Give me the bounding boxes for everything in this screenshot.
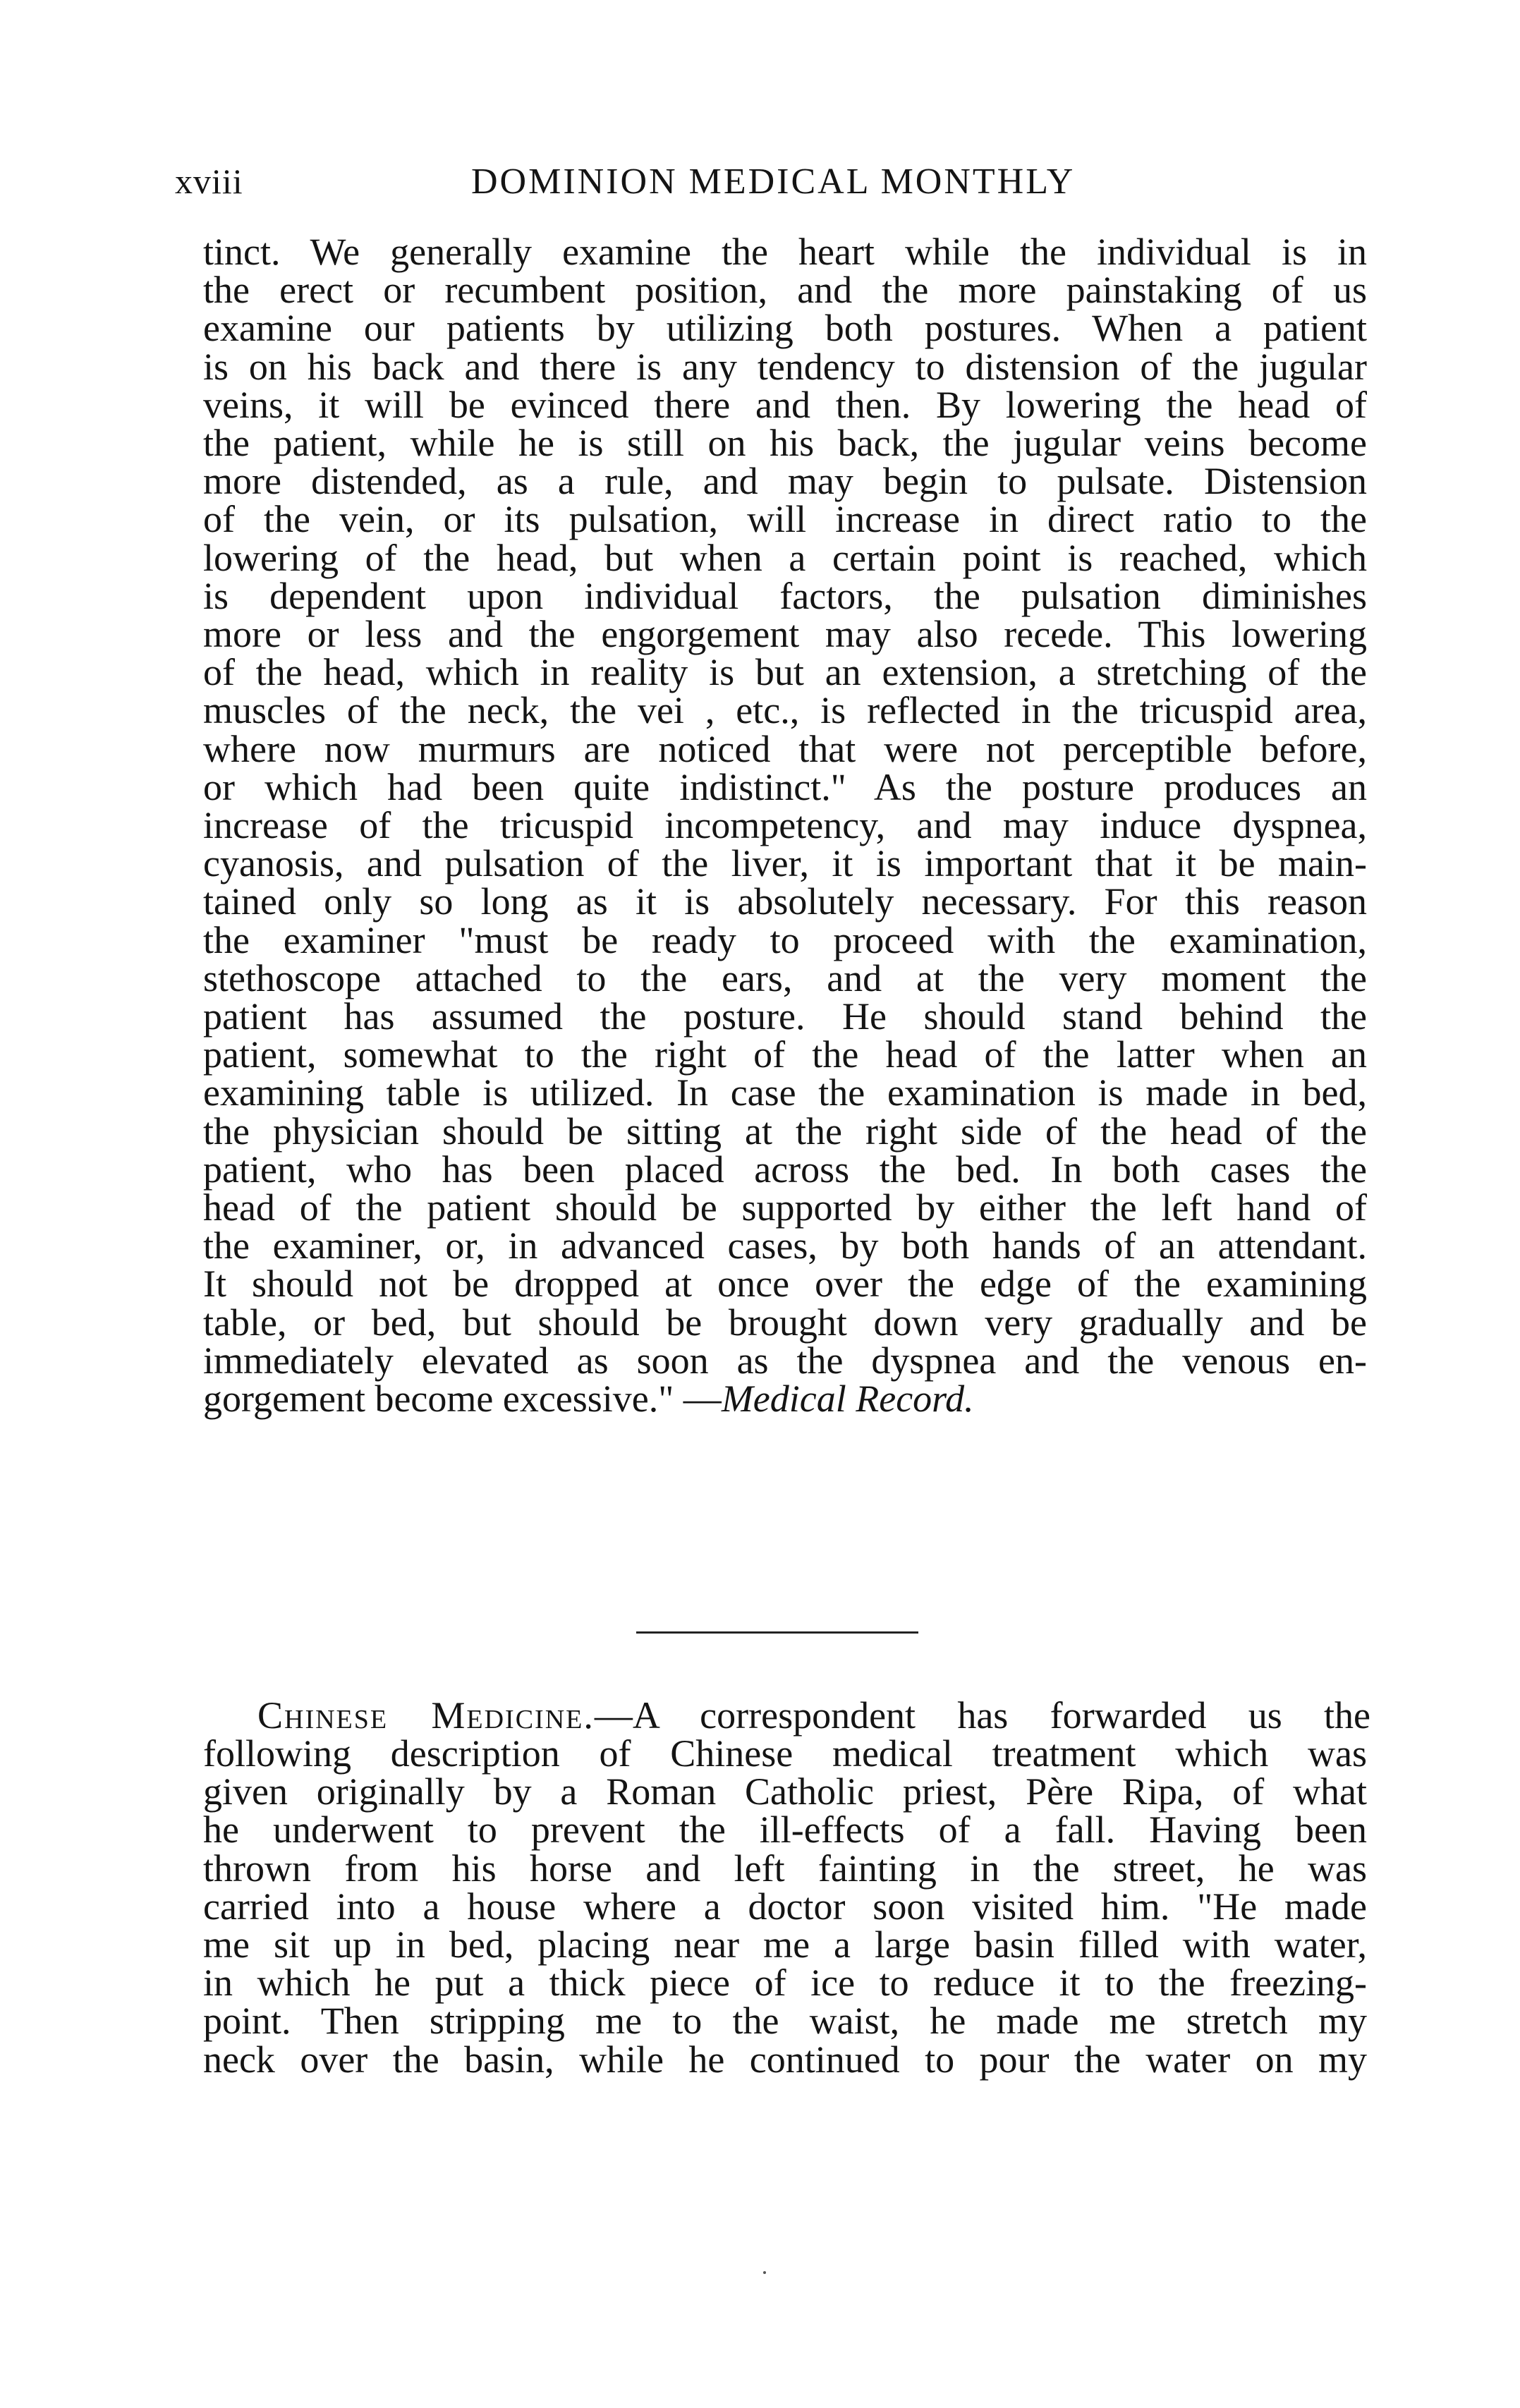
text-line: patient, somewhat to the right of the head of the latter when an	[203, 1033, 1367, 1076]
text-line: or which had been quite indistinct." As the posture produces an	[203, 765, 1367, 808]
text-line: the patient, while he is still on his back, the jugular veins become	[203, 422, 1367, 465]
page-number: xviii	[175, 162, 243, 201]
text-line: of the vein, or its pulsation, will increase in direct ratio to the	[203, 498, 1367, 541]
print-speck	[763, 2271, 766, 2274]
text-line: where now murmurs are noticed that were not perceptible before,	[203, 727, 1367, 770]
text-line: table, or bed, but should be brought down very gradually and be	[203, 1301, 1367, 1344]
text-line: is on his back and there is any tendency to distension of the jugular	[203, 345, 1367, 388]
text-line: the examiner, or, in advanced cases, by both hands of an attendant.	[203, 1224, 1367, 1267]
text-line: tained only so long as it is absolutely necessary. For this reason	[203, 880, 1367, 923]
running-head	[175, 161, 1367, 210]
text-line: stethoscope attached to the ears, and at the very moment the	[203, 956, 1367, 999]
text-line: head of the patient should be supported by either the left hand of	[203, 1186, 1367, 1229]
text-line: veins, it will be evinced there and then. By lowering the head of	[203, 383, 1367, 426]
source-citation: Medical Record.	[721, 1378, 974, 1421]
text-line-final	[203, 1378, 1367, 1421]
text-line: patient, who has been placed across the bed. In both cases the	[203, 1148, 1367, 1191]
text-line: carried into a house where a doctor soon visited him. "He made	[203, 1885, 1367, 1928]
text-line: cyanosis, and pulsation of the liver, it is important that it be main-	[203, 842, 1367, 885]
section-divider	[636, 1631, 918, 1634]
article-continuation	[203, 231, 1367, 1421]
text-line: following description of Chinese medical treatment which was	[203, 1732, 1367, 1775]
text-line: tinct. We generally examine the heart while the individual is in	[203, 231, 1367, 273]
text-line: me sit up in bed, placing near me a large basin filled with water,	[203, 1923, 1367, 1966]
text-line: more or less and the engorgement may also recede. This lowering	[203, 613, 1367, 656]
text-line: thrown from his horse and left fainting in the street, he was	[203, 1847, 1367, 1890]
text-line: immediately elevated as soon as the dyspnea and the venous en-	[203, 1339, 1367, 1382]
journal-title: DOMINION MEDICAL MONTHLY	[471, 162, 1076, 202]
chinese-medicine-body	[203, 1734, 1367, 2079]
text-line: point. Then stripping me to the waist, he made me stretch my	[203, 2000, 1367, 2043]
text-line: the erect or recumbent position, and the more painstaking of us	[203, 269, 1367, 312]
section-heading: Chinese Medicine.	[257, 1694, 595, 1737]
text-line: of the head, which in reality is but an extension, a stretching of the	[203, 651, 1367, 694]
text-line: lowering of the head, but when a certain point is reached, which	[203, 536, 1367, 579]
text-line: the physician should be sitting at the right side of the head of the	[203, 1109, 1367, 1153]
text-line-heading	[257, 1694, 1370, 1737]
text-line: increase of the tricuspid incompetency, and may induce dyspnea,	[203, 804, 1367, 847]
text-line: the examiner "must be ready to proceed with the examination,	[203, 918, 1367, 961]
heading-line-rest: —A correspondent has forwarded us the	[594, 1694, 1370, 1737]
text-line: in which he put a thick piece of ice to reduce it to the freezing-	[203, 1962, 1367, 2005]
text-line: muscles of the neck, the vei , etc., is reflected in the tricuspid area,	[203, 689, 1367, 732]
text-line: given originally by a Roman Catholic priest, Père Ripa, of what	[203, 1770, 1367, 1813]
text-line: is dependent upon individual factors, the pulsation diminishes	[203, 574, 1367, 617]
text-line: patient has assumed the posture. He should stand behind the	[203, 995, 1367, 1038]
text-line: more distended, as a rule, and may begin to pulsate. Distension	[203, 460, 1367, 503]
final-line-text: gorgement become excessive." —	[203, 1378, 722, 1421]
text-line: examining table is utilized. In case the examination is made in bed,	[203, 1071, 1367, 1114]
text-line: neck over the basin, while he continued to pour the water on my	[203, 2038, 1367, 2081]
text-line: examine our patients by utilizing both postures. When a patient	[203, 307, 1367, 350]
text-line: It should not be dropped at once over the edge of the examining	[203, 1263, 1367, 1306]
chinese-medicine-article	[257, 1694, 1370, 1737]
text-line: he underwent to prevent the ill-effects of a fall. Having been	[203, 1808, 1367, 1851]
